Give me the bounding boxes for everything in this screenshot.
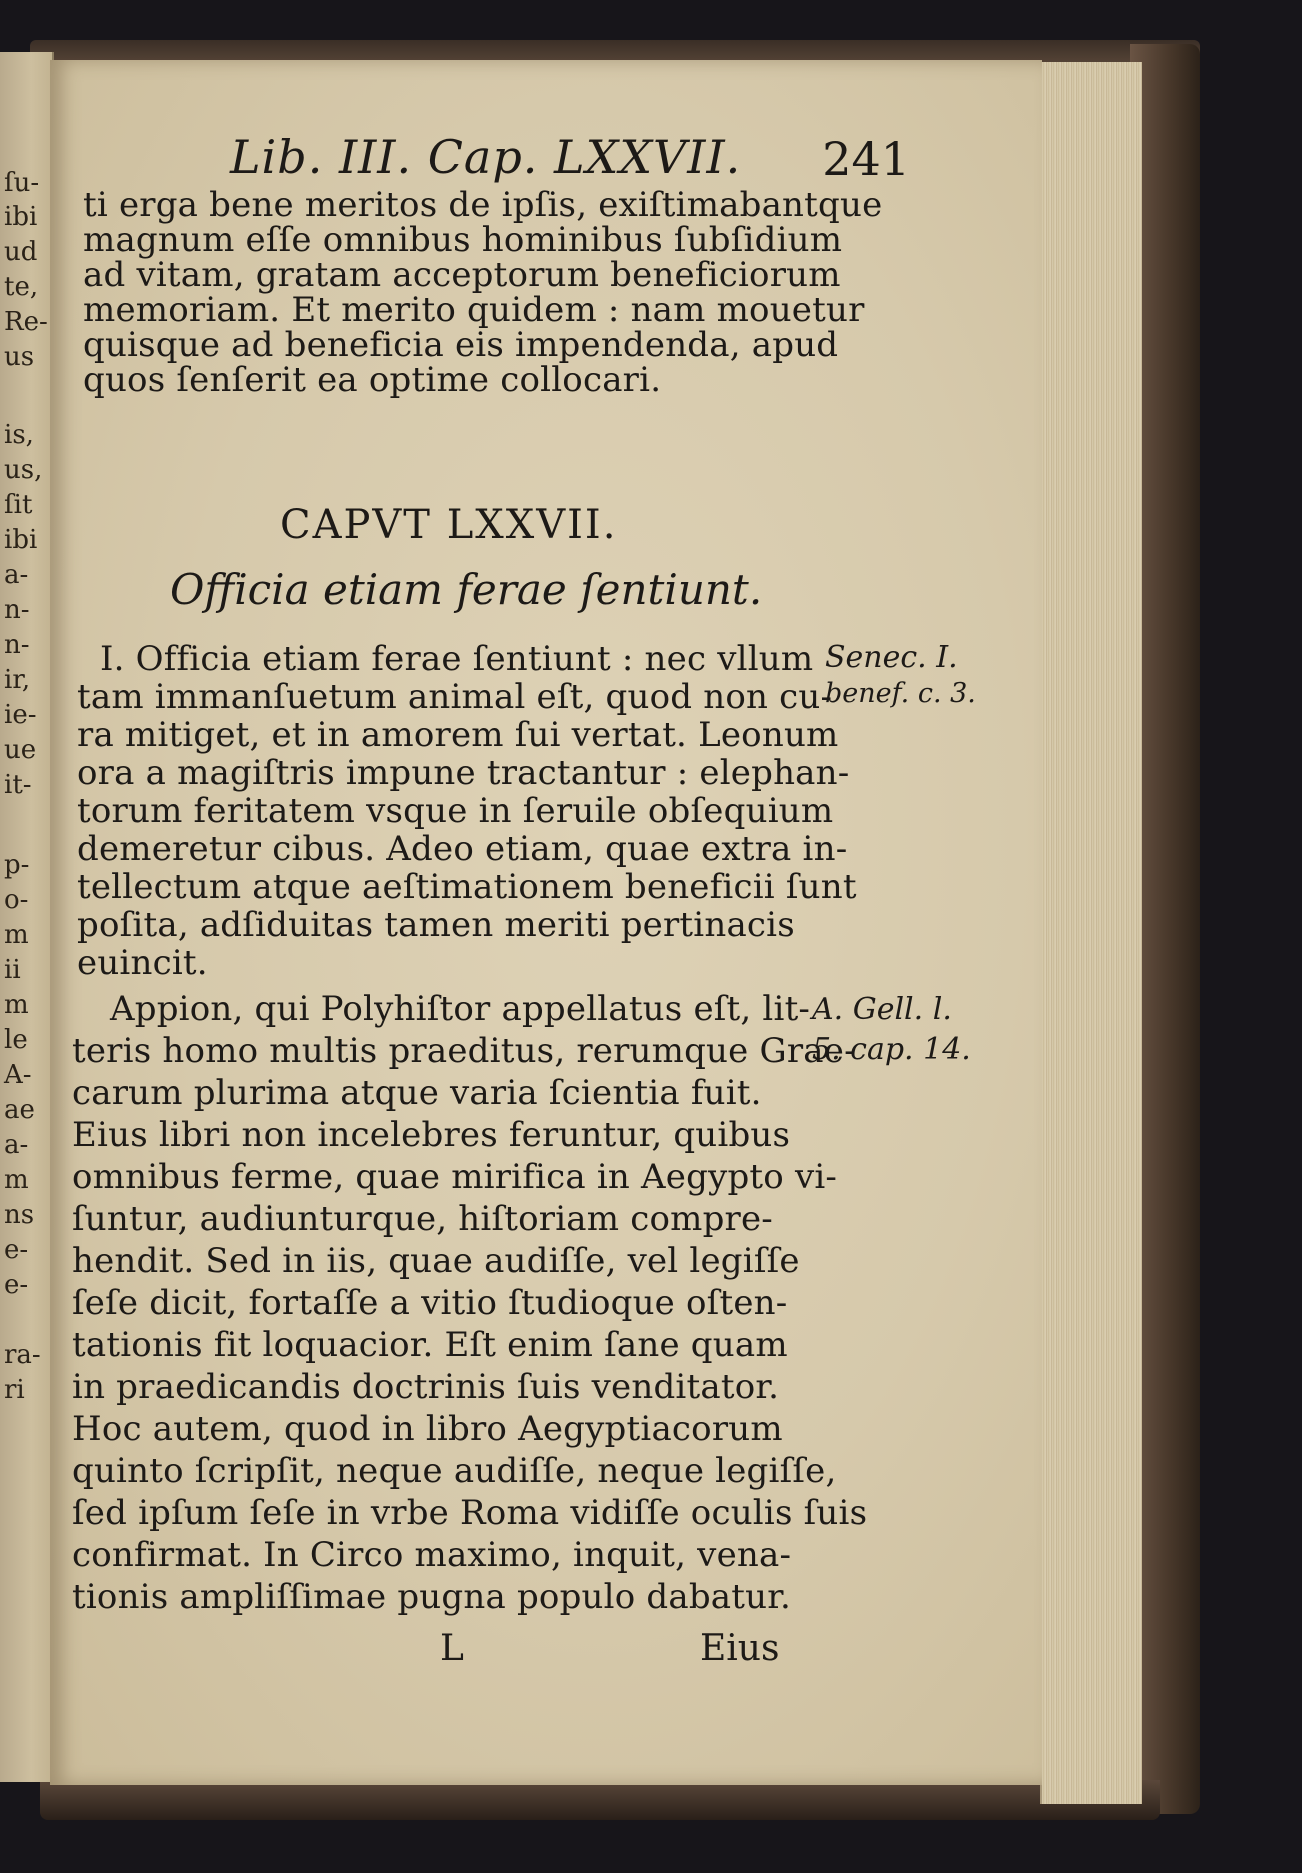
text-line: quisque ad beneficia eis impendenda, apud bbox=[83, 325, 839, 365]
left-page-fragment: a- bbox=[4, 1130, 29, 1160]
left-page-fragment: us bbox=[4, 342, 35, 372]
text-line: ti erga bene meritos de ipſis, exiſtimabantque bbox=[83, 185, 883, 225]
left-page-fragment: ir, bbox=[4, 665, 31, 695]
text-line: euincit. bbox=[77, 943, 208, 983]
text-line: Eius libri non incelebres feruntur, quibus bbox=[72, 1115, 791, 1155]
text-line: carum plurima atque varia ſcientia fuit. bbox=[72, 1073, 762, 1113]
left-page-fragment: n- bbox=[4, 595, 30, 625]
text-line: hendit. Sed in iis, quae audiſſe, vel legiſſe bbox=[72, 1241, 800, 1281]
text-line: in praedicandis doctrinis ſuis venditator. bbox=[72, 1367, 780, 1407]
text-line: torum feritatem vsque in ſeruile obſequium bbox=[77, 791, 834, 831]
left-page-fragment: m bbox=[4, 920, 29, 950]
left-page-fragment: o- bbox=[4, 885, 29, 915]
text-line: demeretur cibus. Adeo etiam, quae extra in- bbox=[77, 829, 848, 869]
left-page-fragment: te, bbox=[4, 272, 39, 302]
chapter-heading: CAPVT LXXVII. bbox=[280, 502, 618, 548]
text-line: Hoc autem, quod in libro Aegyptiacorum bbox=[72, 1409, 783, 1449]
left-page-fragment: e- bbox=[4, 1235, 29, 1265]
text-line: poſita, adſiduitas tamen meriti pertinacis bbox=[77, 905, 795, 945]
left-page-fragment: n- bbox=[4, 630, 30, 660]
left-page-fragment: ns bbox=[4, 1200, 35, 1230]
chapter-subheading: Officia etiam ferae ſentiunt. bbox=[170, 565, 763, 614]
text-line: confirmat. In Circo maximo, inquit, vena- bbox=[72, 1535, 792, 1575]
running-head-title: Lib. III. Cap. LXXVII. bbox=[230, 130, 742, 184]
text-line: ſed ipſum ſeſe in vrbe Roma vidiſſe oculis ſuis bbox=[72, 1493, 868, 1533]
text-line: ſeſe dicit, fortaſſe a vitio ſtudioque oſten- bbox=[72, 1283, 788, 1323]
text-line: tam immanſuetum animal eſt, quod non cu- bbox=[77, 677, 833, 717]
margin-note: A. Gell. l. bbox=[812, 992, 952, 1027]
left-page-fragment: a- bbox=[4, 560, 29, 590]
text-line: tionis ampliſſimae pugna populo dabatur. bbox=[72, 1577, 791, 1617]
text-line: magnum eſſe omnibus hominibus ſubſidium bbox=[83, 220, 843, 260]
text-line: memoriam. Et merito quidem : nam mouetur bbox=[83, 290, 865, 330]
text-line: ad vitam, gratam acceptorum beneficiorum bbox=[83, 255, 841, 295]
running-head bbox=[180, 130, 910, 190]
left-page-fragment: ri bbox=[4, 1375, 25, 1405]
text-line: ſuntur, audiunturque, hiſtoriam compre- bbox=[72, 1199, 773, 1239]
left-page-fragment: m bbox=[4, 1165, 29, 1195]
margin-note: 5. cap. 14. bbox=[812, 1032, 971, 1067]
signature-mark: L bbox=[440, 1628, 464, 1669]
left-page-fragment: ie- bbox=[4, 700, 37, 730]
text-line: Appion, qui Polyhiſtor appellatus eſt, lit- bbox=[110, 989, 811, 1029]
left-page-fragment: ſit bbox=[4, 490, 33, 520]
book-page bbox=[50, 60, 1042, 1785]
left-page-fragment: p- bbox=[4, 850, 30, 880]
left-page-fragment: ibi bbox=[4, 202, 38, 232]
left-page-fragment: ae bbox=[4, 1095, 35, 1125]
text-line: I. Officia etiam ferae ſentiunt : nec vllum bbox=[100, 639, 814, 679]
text-line: tationis fit loquacior. Eſt enim ſane quam bbox=[72, 1325, 788, 1365]
text-line: quinto ſcripſit, neque audiſſe, neque legiſſe, bbox=[72, 1451, 837, 1491]
page-edges bbox=[1040, 62, 1142, 1804]
margin-note: Senec. I. bbox=[825, 640, 958, 675]
left-page-fragment: is, bbox=[4, 420, 34, 450]
left-page-fragment: ibi bbox=[4, 525, 38, 555]
text-line: quos ſenſerit ea optime collocari. bbox=[83, 360, 662, 400]
left-page-fragment: ſu- bbox=[4, 168, 40, 198]
left-page-fragment: m bbox=[4, 990, 29, 1020]
text-line: tellectum atque aeſtimationem beneficii ſunt bbox=[77, 867, 857, 907]
left-page-fragment: it- bbox=[4, 770, 32, 800]
left-page-fragment: ud bbox=[4, 237, 38, 267]
left-page-fragment: le bbox=[4, 1025, 28, 1055]
text-line: ora a magiſtris impune tractantur : elephan- bbox=[77, 753, 850, 793]
left-page-fragments bbox=[0, 52, 52, 1782]
left-facing-page bbox=[0, 52, 54, 1782]
margin-note: benef. c. 3. bbox=[825, 678, 976, 709]
left-page-fragment: ra- bbox=[4, 1340, 41, 1370]
left-page-fragment: ue bbox=[4, 735, 37, 765]
page-number: 241 bbox=[822, 132, 910, 186]
left-page-fragment: Re- bbox=[4, 307, 48, 337]
text-line: teris homo multis praeditus, rerumque Grae- bbox=[72, 1031, 856, 1071]
left-page-fragment: A- bbox=[4, 1060, 32, 1090]
catchword: Eius bbox=[700, 1628, 780, 1669]
text-line: omnibus ferme, quae mirifica in Aegypto vi- bbox=[72, 1157, 838, 1197]
left-page-fragment: e- bbox=[4, 1270, 29, 1300]
book-cover-bottom bbox=[40, 1780, 1160, 1820]
text-line: ra mitiget, et in amorem ſui vertat. Leonum bbox=[77, 715, 839, 755]
left-page-fragment: ii bbox=[4, 955, 21, 985]
left-page-fragment: us, bbox=[4, 455, 43, 485]
